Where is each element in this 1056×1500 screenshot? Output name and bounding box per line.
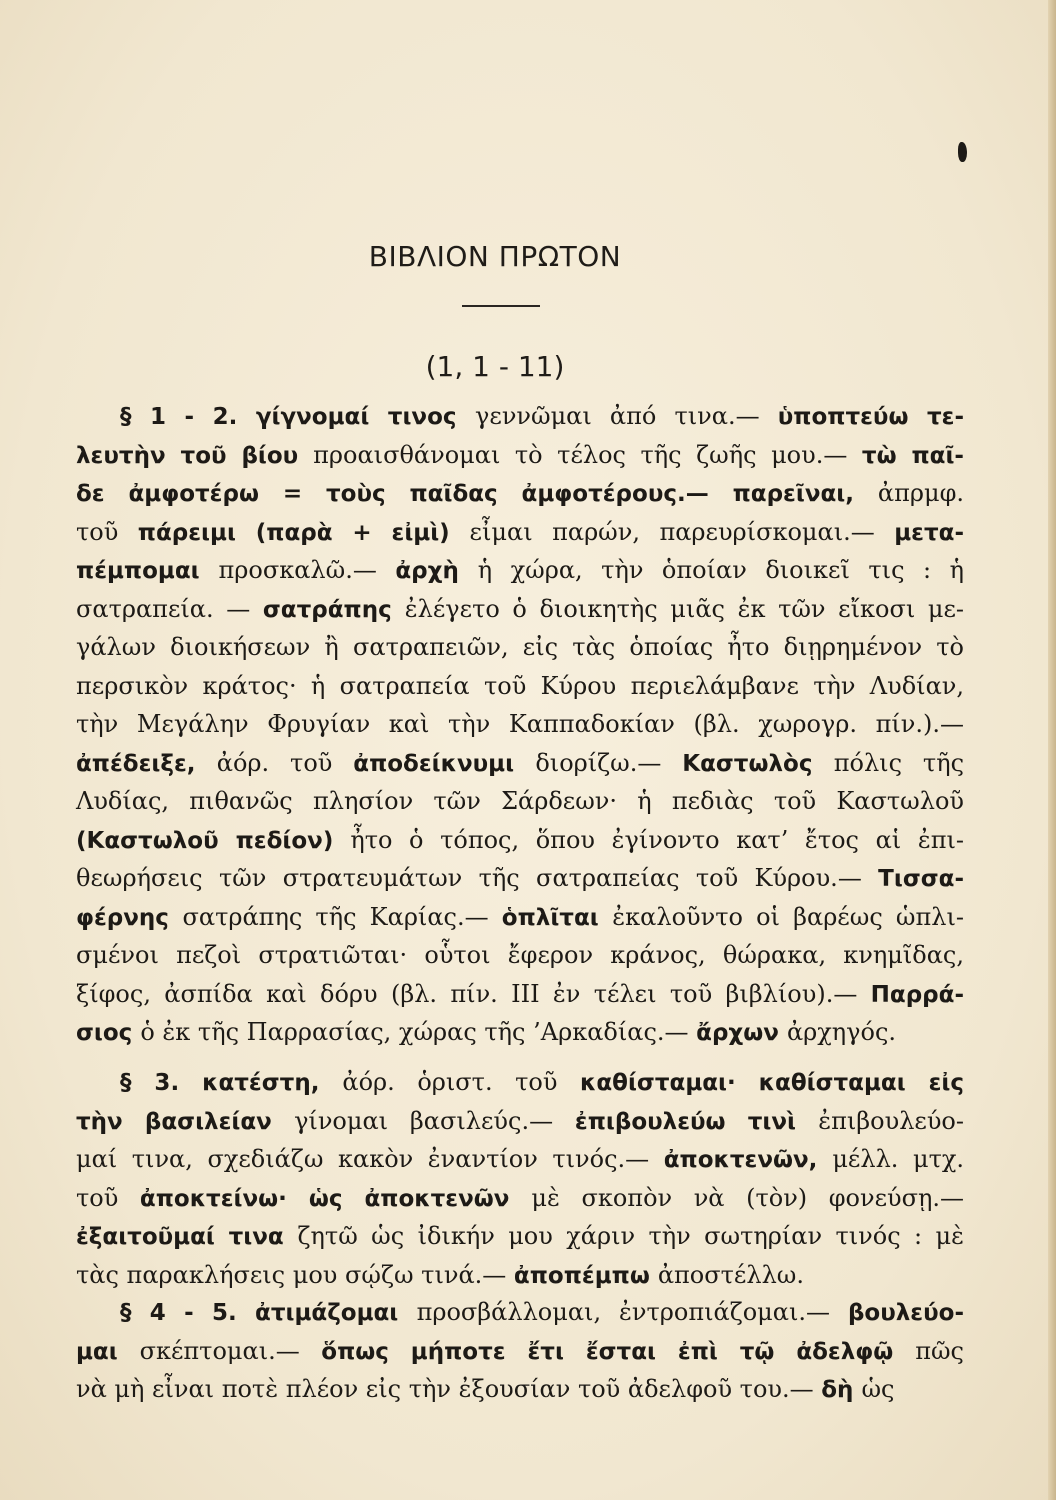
headword: λευτὴν τοῦ βίου — [76, 442, 314, 469]
definition-text: ζητῶ ὡς ἰδικήν μου χάριν τὴν σωτηρίαν τινός : μὲ — [297, 1222, 965, 1250]
definition-text: ξίφος, ἀσπίδα καὶ δόρυ (βλ. πίν. III ἐν τέλει τοῦ βιβλίου).— — [76, 979, 871, 1008]
headword: ἀποδείκνυμι — [353, 750, 536, 777]
text-line — [76, 1063, 964, 1102]
headword: Καστωλὸς — [682, 750, 834, 777]
text-line — [76, 1370, 964, 1409]
headword: Τισσα- — [878, 866, 964, 892]
headword: ὁπλῖται — [501, 904, 613, 931]
headword: φέρνης — [76, 904, 183, 931]
headword: Παρρά- — [870, 981, 964, 1008]
text-line — [76, 667, 964, 706]
text-line — [76, 590, 964, 629]
text-line — [76, 436, 964, 475]
headword: § 3. κατέστη, — [120, 1070, 343, 1096]
headword: καθίσταμαι· καθίσταμαι εἰς — [580, 1070, 964, 1096]
definition-text: ἀρχηγός. — [786, 1018, 897, 1046]
headword: ἀρχὴ — [395, 558, 478, 584]
definition-text: μέλλ. μτχ. — [832, 1145, 965, 1173]
text-line — [76, 474, 964, 513]
text-line — [76, 859, 964, 898]
headword: ἄρχων — [696, 1020, 787, 1046]
definition-text: ἦτο ὁ τόπος, ὅπου ἐγίνοντο κατ’ ἔτος αἱ ἐπι- — [350, 825, 964, 854]
headword: ὑποπτεύω τε- — [777, 404, 964, 430]
definition-text: ὁ ἐκ τῆς Παρρασίας, χώρας τῆς ’Αρκαδίας.— — [140, 1018, 697, 1046]
text-line — [76, 1332, 964, 1371]
definition-text: ἀόρ. ὁριστ. τοῦ — [342, 1068, 581, 1096]
headword: βουλεύο- — [847, 1300, 964, 1326]
text-line — [76, 898, 964, 937]
definition-text: γίνομαι βασιλεύς.— — [294, 1106, 575, 1135]
book-title: ΒΙΒΛΙΟΝ ΠΡΩΤΟΝ — [368, 240, 622, 273]
definition-text: διορίζω.— — [535, 748, 683, 777]
text-line — [76, 782, 964, 821]
chapter-reference: (1, 1 - 11) — [425, 350, 565, 383]
text-line — [76, 705, 964, 744]
text-line — [76, 936, 964, 975]
definition-text: ἐκαλοῦντο οἱ βαρέως ὡπλι- — [612, 902, 964, 931]
text-line — [76, 551, 964, 590]
headword: πάρειμι (παρὰ + εἰμὶ) — [137, 519, 470, 546]
ink-spot — [958, 142, 967, 162]
definition-text: προσβάλλομαι, ἐντροπιάζομαι.— — [416, 1298, 848, 1326]
definition-text: ἡ χώρα, τὴν ὁποίαν διοικεῖ τις : ἡ — [477, 556, 964, 584]
text-line — [76, 1140, 964, 1179]
headword: ἀποκτείνω· ὡς ἀποκτενῶν — [139, 1185, 532, 1212]
text-line — [76, 821, 964, 860]
headword: ἐξαιτοῦμαί τινα — [76, 1224, 298, 1250]
headword: (Καστωλοῦ πεδίον) — [76, 827, 351, 854]
text-line — [76, 513, 964, 552]
definition-text: μαί τινα, σχεδιάζω κακὸν ἐναντίον τινός.— — [76, 1145, 664, 1173]
definition-text: σκέπτομαι.— — [139, 1336, 322, 1365]
headword: ὅπως μήποτε ἔτι ἔσται ἐπὶ τῷ ἀδελφῷ — [321, 1338, 916, 1365]
headword: πέμπομαι — [76, 558, 219, 584]
headword: § 1 - 2. — [120, 404, 256, 430]
definition-text: ὡς — [861, 1375, 895, 1403]
definition-text: πῶς — [915, 1336, 964, 1365]
headword: τὼ παῖ- — [861, 442, 964, 469]
glossary-paragraph-1 — [76, 397, 964, 1052]
definition-text: γάλων διοικήσεων ἢ σατραπειῶν, εἰς τὰς ὁποίας ἦτο διῃρημένον τὸ — [76, 633, 964, 661]
definition-text: τὰς παρακλήσεις μου σῴζω τινά.— — [76, 1260, 514, 1289]
headword: δε ἀμφοτέρω = τοὺς παῖδας ἀμφοτέρους.— παρεῖναι, — [76, 481, 878, 507]
definition-text: μὲ σκοπὸν νὰ (τὸν) φονεύσῃ.— — [531, 1183, 964, 1212]
headword: ἀπέδειξε, — [76, 750, 217, 777]
text-line — [76, 1256, 964, 1295]
text-line — [76, 1179, 964, 1218]
definition-text: πόλις τῆς — [833, 748, 965, 777]
definition-text: περσικὸν κράτος· ἡ σατραπεία τοῦ Κύρου περιελάμβανε τὴν Λυδίαν, — [76, 671, 964, 700]
definition-text: θεωρήσεις τῶν στρατευμάτων τῆς σατραπείας τοῦ Κύρου.— — [76, 864, 879, 892]
definition-text: ἀποστέλλω. — [657, 1260, 804, 1289]
headword: δὴ — [821, 1377, 862, 1403]
headword: ἀποκτενῶν, — [663, 1147, 833, 1173]
title-divider — [462, 305, 540, 307]
text-line — [76, 975, 964, 1014]
text-line — [76, 397, 964, 436]
definition-text: ἀόρ. τοῦ — [216, 748, 354, 777]
headword: τὴν βασιλείαν — [76, 1108, 295, 1135]
definition-text: ἐπιβουλεύο- — [818, 1106, 964, 1135]
definition-text: νὰ μὴ εἶναι ποτὲ πλέον εἰς τὴν ἐξουσίαν τοῦ ἀδελφοῦ του.— — [76, 1375, 822, 1403]
text-line — [76, 1217, 964, 1256]
definition-text: τοῦ — [76, 517, 138, 546]
headword: μετα- — [894, 519, 964, 546]
definition-text: ἐλέγετο ὁ διοικητὴς μιᾶς ἐκ τῶν εἴκοσι με- — [404, 594, 964, 623]
headword: ἀποπέμπω — [513, 1262, 658, 1289]
glossary-paragraph-3 — [76, 1293, 964, 1409]
headword: § 4 - 5. ἀτιμάζομαι — [120, 1300, 417, 1326]
definition-text: ἀπρμφ. — [877, 479, 964, 507]
text-line — [76, 1102, 964, 1141]
definition-text: τὴν Μεγάλην Φρυγίαν καὶ τὴν Καππαδοκίαν (βλ. χωρογρ. πίν.).— — [76, 710, 964, 738]
text-line — [76, 1293, 964, 1332]
definition-text: Λυδίας, πιθανῶς πλησίον τῶν Σάρδεων· ἡ πεδιὰς τοῦ Καστωλοῦ — [76, 787, 964, 815]
headword: ἐπιβουλεύω τινὶ — [574, 1108, 819, 1135]
page-edge — [1048, 0, 1056, 1500]
text-line — [76, 1013, 964, 1052]
text-line — [76, 744, 964, 783]
definition-text: προσκαλῶ.— — [218, 556, 396, 584]
headword: σατράπης — [262, 596, 405, 623]
definition-text: σατράπης τῆς Καρίας.— — [182, 902, 502, 931]
definition-text: γεννῶμαι ἀπό τινα.— — [475, 402, 778, 430]
definition-text: προαισθάνομαι τὸ τέλος τῆς ζωῆς μου.— — [313, 440, 862, 469]
text-line — [76, 628, 964, 667]
definition-text: σατραπεία. — — [76, 594, 263, 623]
headword: μαι — [76, 1338, 140, 1365]
glossary-paragraph-2 — [76, 1063, 964, 1294]
definition-text: εἶμαι παρών, παρευρίσκομαι.— — [469, 517, 895, 546]
headword: γίγνομαί τινος — [255, 404, 476, 430]
headword: σιος — [76, 1020, 141, 1046]
definition-text: τοῦ — [76, 1183, 140, 1212]
definition-text: σμένοι πεζοὶ στρατιῶται· οὗτοι ἔφερον κράνος, θώρακα, κνημῖδας, — [76, 941, 964, 969]
